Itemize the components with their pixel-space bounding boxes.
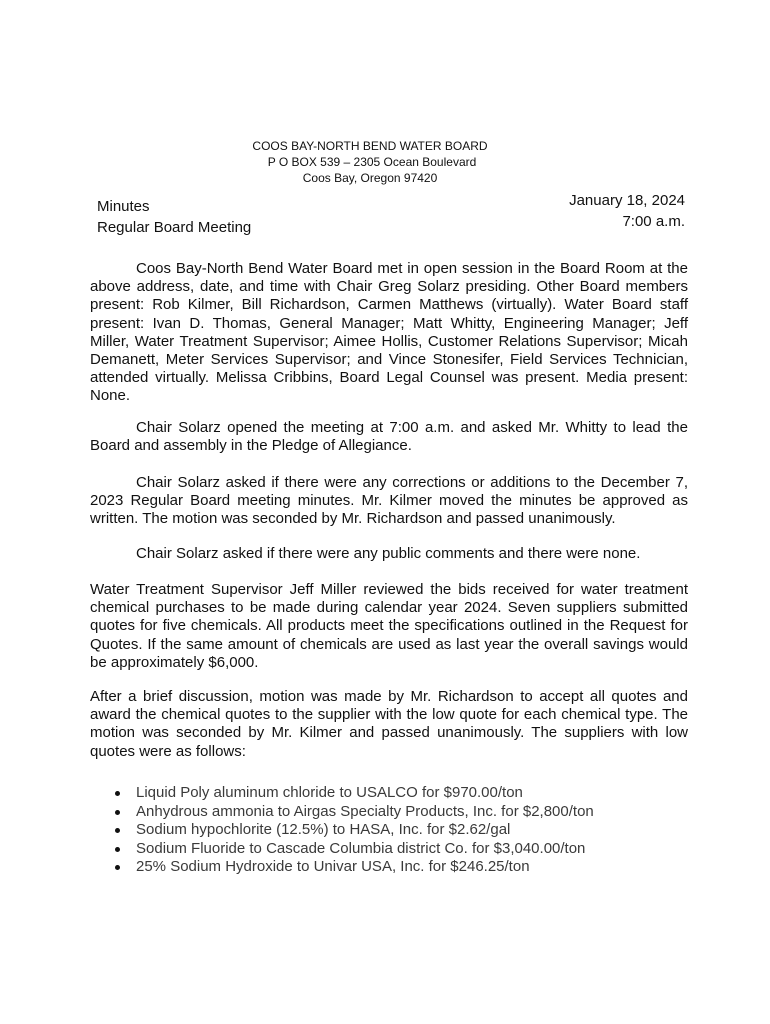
list-item-text: Sodium hypochlorite (12.5%) to HASA, Inc. for $2.62/gal [136,821,511,838]
meeting-datetime-block [569,190,685,232]
paragraph-attendance: Coos Bay-North Bend Water Board met in open session in the Board Room at the above address, date, and time with Chair Greg Solarz presiding. Other Board members present: Rob Kilmer, Bill Richardson, Carmen Matthews (virtually). Water Board staff present: Ivan D. Thomas, General Manager; Matt Whitty, Engineering Manager; Jeff Miller, Water Treatment Supervisor; Aimee Hollis, Customer Relations Supervisor; Micah Demanett, Meter Services Supervisor; and Vince Stonesifer, Field Services Technician, attended virtually. Melissa Cribbins, Board Legal Counsel was present. Media present: None. [90,260,688,405]
doc-type: Minutes [97,198,150,215]
bullet-icon [115,791,120,796]
list-item [112,840,712,859]
paragraph-pledge: Chair Solarz opened the meeting at 7:00 a.m. and asked Mr. Whitty to lead the Board and assembly in the Pledge of Allegiance. [90,419,688,455]
meeting-date: January 18, 2024 [569,192,685,209]
list-item [112,784,712,803]
list-item [112,803,712,822]
list-item [112,821,712,840]
meeting-type: Regular Board Meeting [97,219,252,236]
letterhead-address: P O BOX 539 – 2305 Ocean Boulevard [267,155,477,169]
letterhead-org: COOS BAY-NORTH BEND WATER BOARD [252,139,488,153]
paragraph-minutes-approval: Chair Solarz asked if there were any corrections or additions to the December 7, 2023 Regular Board meeting minutes. Mr. Kilmer moved the minutes be approved as written. The motion was seconded by Mr. Richardson and passed unanimously. [90,474,688,528]
meeting-time: 7:00 a.m. [622,213,685,230]
bullet-icon [115,828,120,833]
meeting-title-block [97,196,251,238]
letterhead [200,138,540,186]
letterhead-city: Coos Bay, Oregon 97420 [302,171,438,185]
paragraph-chemical-bids: Water Treatment Supervisor Jeff Miller reviewed the bids received for water treatment chemical purchases to be made during calendar year 2024. Seven suppliers submitted quotes for five chemicals. All products meet the specifications outlined in the Request for Quotes. If the same amount of chemicals are used as last year the overall savings would be approximately $6,000. [90,581,688,671]
low-quotes-list [112,784,712,877]
paragraph-motion: After a brief discussion, motion was made by Mr. Richardson to accept all quotes and award the chemical quotes to the supplier with the low quote for each chemical type. The motion was seconded by Mr. Kilmer and passed unanimously. The suppliers with low quotes were as follows: [90,688,688,760]
list-item-text: 25% Sodium Hydroxide to Univar USA, Inc. for $246.25/ton [136,858,530,875]
bullet-icon [115,810,120,815]
list-item [112,858,712,877]
paragraph-public-comments: Chair Solarz asked if there were any public comments and there were none. [136,545,641,562]
list-item-text: Liquid Poly aluminum chloride to USALCO for $970.00/ton [136,784,523,801]
bullet-icon [115,865,120,870]
list-item-text: Anhydrous ammonia to Airgas Specialty Products, Inc. for $2,800/ton [136,802,594,820]
list-item-text: Sodium Fluoride to Cascade Columbia district Co. for $3,040.00/ton [136,839,586,857]
bullet-icon [115,847,120,852]
